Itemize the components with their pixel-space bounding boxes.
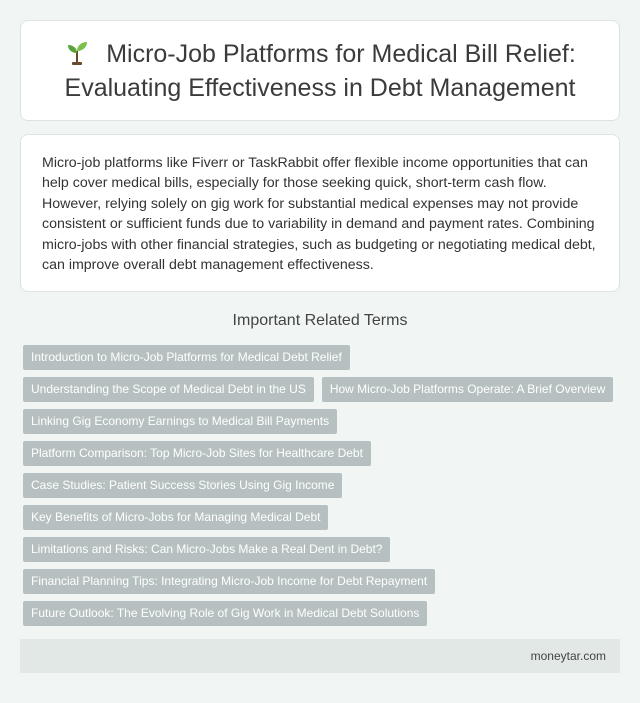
term-row [23,441,623,473]
related-term-link[interactable]: Future Outlook: The Evolving Role of Gig Work in Medical Debt Solutions [23,601,427,626]
sprout-icon [64,39,90,65]
term-row [23,505,623,537]
related-terms-heading: Important Related Terms [232,312,408,329]
term-row [23,601,623,633]
summary-text: Micro-job platforms like Fiverr or TaskRabbit offer flexible income opportunities that can help cover medical bills, especially for those seeking quick, short-term cash flow. However, relying solely on gig work for substantial medical expenses may not provide consistent or sufficient funds due to variability in demand and payment rates. Combining micro-jobs with other financial strategies, such as budgeting or negotiating medical debt, can improve overall debt management effectiveness. [42,155,596,274]
related-term-link[interactable]: Linking Gig Economy Earnings to Medical Bill Payments [23,409,337,434]
related-term-link[interactable]: Case Studies: Patient Success Stories Using Gig Income [23,473,342,498]
footer [20,639,620,673]
term-row [23,473,623,505]
term-row [23,409,623,441]
related-term-link[interactable]: Platform Comparison: Top Micro-Job Sites for Healthcare Debt [23,441,371,466]
related-terms-list [23,345,623,633]
related-term-link[interactable]: How Micro-Job Platforms Operate: A Brief Overview [322,377,613,402]
term-row [23,345,623,377]
related-term-link[interactable]: Understanding the Scope of Medical Debt in the US [23,377,314,402]
related-term-link[interactable]: Introduction to Micro-Job Platforms for Medical Debt Relief [23,345,350,370]
page-title [41,37,599,105]
page-title-text: Micro-Job Platforms for Medical Bill Relief: Evaluating Effectiveness in Debt Management [64,39,576,102]
title-card [20,20,620,121]
related-term-link[interactable]: Financial Planning Tips: Integrating Micro-Job Income for Debt Repayment [23,569,435,594]
term-row [23,569,623,601]
related-term-link[interactable]: Key Benefits of Micro-Jobs for Managing Medical Debt [23,505,328,530]
related-term-link[interactable]: Limitations and Risks: Can Micro-Jobs Make a Real Dent in Debt? [23,537,390,562]
term-row [23,377,623,409]
term-row [23,537,623,569]
summary-card [20,134,620,292]
site-name[interactable]: moneytar.com [530,649,606,663]
